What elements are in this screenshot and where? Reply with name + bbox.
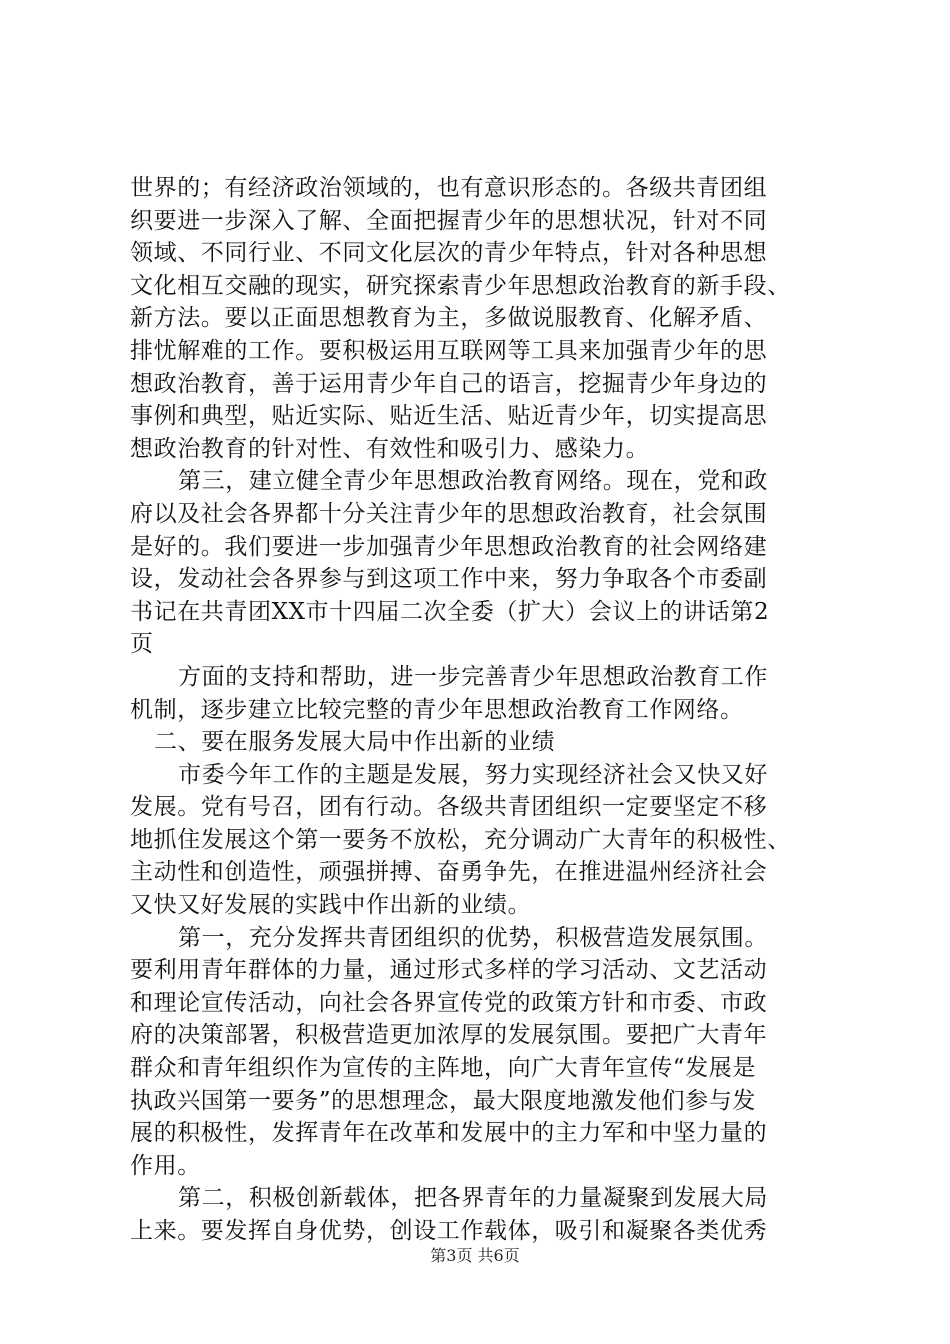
text-line: 设，发动社会各界参与到这项工作中来，努力争取各个市委副 [130, 566, 768, 593]
section-heading: 二、要在服务发展大局中作出新的业绩 [154, 729, 556, 756]
text-line: 是好的。我们要进一步加强青少年思想政治教育的社会网络建 [130, 533, 768, 560]
paragraph-start-line: 市委今年工作的主题是发展，努力实现经济社会又快又好 [178, 761, 768, 788]
text-line: 发展。党有号召，团有行动。各级共青团组织一定要坚定不移 [130, 794, 768, 821]
text-line: 府的决策部署，积极营造更加浓厚的发展氛围。要把广大青年 [130, 1022, 768, 1049]
text-line: 事例和典型，贴近实际、贴近生活、贴近青少年，切实提高思 [130, 403, 768, 430]
text-line: 上来。要发挥自身优势，创设工作载体，吸引和凝聚各类优秀 [130, 1218, 768, 1244]
text-line: 和理论宣传活动，向社会各界宣传党的政策方针和市委、市政 [130, 989, 768, 1016]
paragraph-start-line: 方面的支持和帮助，进一步完善青少年思想政治教育工作 [178, 663, 768, 690]
text-line: 展的积极性，发挥青年在改革和发展中的主力军和中坚力量的 [130, 1120, 768, 1147]
paragraph-start-line: 第二，积极创新载体，把各界青年的力量凝聚到发展大局 [178, 1185, 768, 1212]
text-line: 机制，逐步建立比较完整的青少年思想政治教育工作网络。 [130, 696, 744, 723]
text-line: 新方法。要以正面思想教育为主，多做说服教育、化解矛盾、 [130, 305, 768, 332]
text-line: 执政兴国第一要务”的思想理念，最大限度地激发他们参与发 [130, 1087, 756, 1114]
text-line: 主动性和创造性，顽强拼搏、奋勇争先，在推进温州经济社会 [130, 859, 768, 886]
text-line: 作用。 [130, 1152, 201, 1179]
text-line: 府以及社会各界都十分关注青少年的思想政治教育，社会氛围 [130, 500, 768, 527]
page-footer: 第3页 共6页 [430, 1246, 520, 1265]
text-line: 排忧解难的工作。要积极运用互联网等工具来加强青少年的思 [130, 337, 768, 364]
text-line: 织要进一步深入了解、全面把握青少年的思想状况，针对不同 [130, 207, 768, 234]
text-line: 又快又好发展的实践中作出新的业绩。 [130, 892, 532, 919]
paragraph-start-line: 第三，建立健全青少年思想政治教育网络。现在，党和政 [178, 468, 768, 495]
text-line: 页 [130, 631, 154, 658]
body-text [130, 172, 850, 1248]
text-line: 文化相互交融的现实，研究探索青少年思想政治教育的新手段、 [130, 272, 791, 299]
text-line: 想政治教育，善于运用青少年自己的语言，挖掘青少年身边的 [130, 370, 768, 397]
paragraph-start-line: 第一，充分发挥共青团组织的优势，积极营造发展氛围。 [178, 924, 768, 951]
text-line: 群众和青年组织作为宣传的主阵地，向广大青年宣传“发展是 [130, 1055, 756, 1082]
text-line: 书记在共青团XX市十四届二次全委（扩大）会议上的讲话第2 [130, 598, 770, 625]
text-line: 要利用青年群体的力量，通过形式多样的学习活动、文艺活动 [130, 957, 768, 984]
text-line: 领域、不同行业、不同文化层次的青少年特点，针对各种思想 [130, 240, 768, 267]
text-line: 世界的；有经济政治领域的，也有意识形态的。各级共青团组 [130, 175, 768, 201]
text-line: 地抓住发展这个第一要务不放松，充分调动广大青年的积极性、 [130, 826, 791, 853]
text-line: 想政治教育的针对性、有效性和吸引力、感染力。 [130, 435, 650, 462]
